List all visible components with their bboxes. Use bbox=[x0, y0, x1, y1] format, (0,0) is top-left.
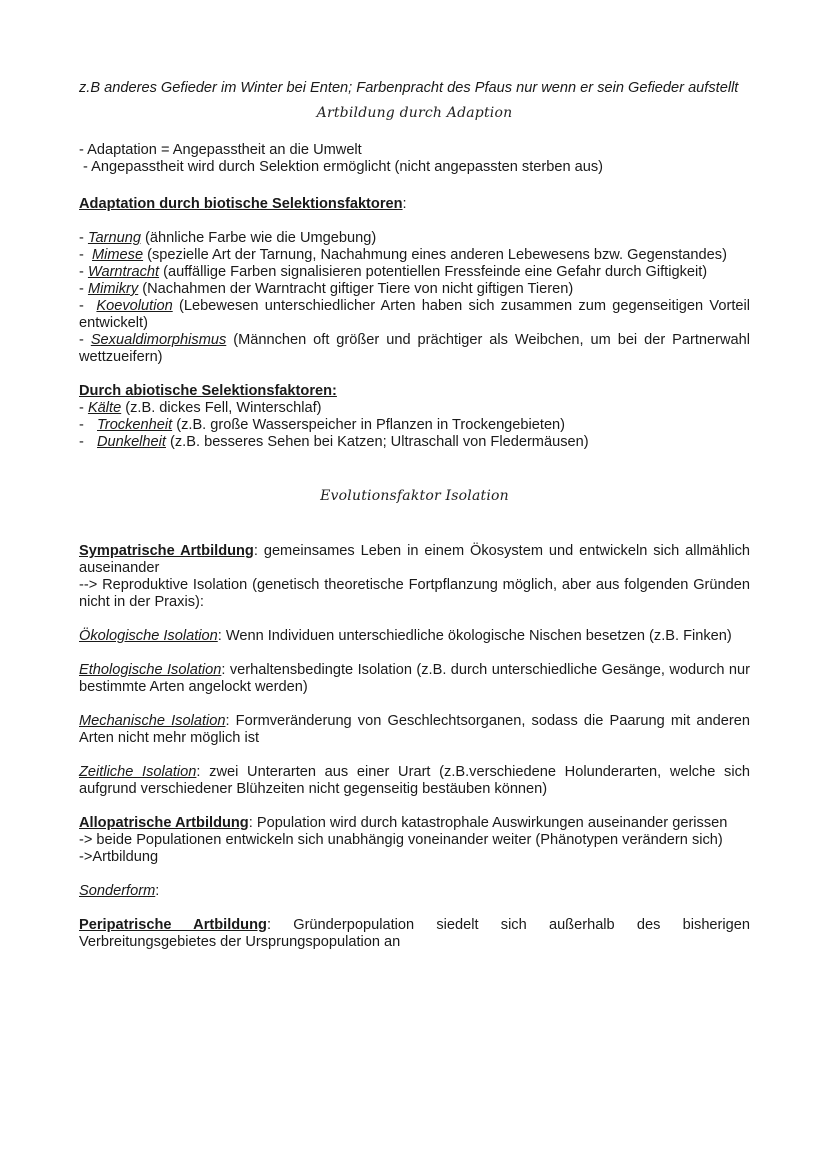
isolation-item bbox=[79, 764, 750, 798]
isolation-description: : Formveränderung von Geschlechtsorganen, sodass die Paarung mit anderen Arten nicht mehr möglich ist bbox=[79, 713, 750, 746]
term-trockenheit: Trockenheit bbox=[97, 417, 173, 433]
term-allopatric: Allopatrische Artbildung bbox=[79, 815, 249, 831]
sympatric-description: : gemeinsames Leben in einem Ökosystem und entwickeln sich allmählich auseinander bbox=[79, 543, 750, 576]
isolation-item bbox=[79, 713, 750, 747]
list-item bbox=[79, 230, 750, 247]
term-mimikry: Mimikry bbox=[87, 281, 139, 297]
list-item bbox=[79, 434, 750, 451]
intro-text: z.B anderes Gefieder im Winter bei Enten; Farbenpracht des Pfaus nur wenn er sein Gefieder aufstellt bbox=[79, 80, 739, 96]
list-dash: - bbox=[79, 332, 84, 348]
list-item bbox=[79, 281, 750, 298]
isolation-description: : verhaltensbedingte Isolation (z.B. durch unterschiedliche Gesänge, wodurch nur bestimmte Arten angelockt werden) bbox=[79, 662, 750, 695]
term-description: (z.B. dickes Fell, Winterschlaf) bbox=[121, 400, 322, 416]
term-ethologische-isolation: Ethologische Isolation bbox=[79, 662, 222, 678]
term-description: (Lebewesen unterschiedlicher Arten haben sich zusammen zum gegenseitigen Vorteil entwickelt) bbox=[79, 298, 750, 331]
term-description: (spezielle Art der Tarnung, Nachahmung eines anderen Lebewesens bzw. Gegenstandes) bbox=[143, 247, 727, 263]
list-item bbox=[79, 298, 750, 332]
list-dash: - bbox=[79, 230, 84, 246]
term-description: (Nachahmen der Warntracht giftiger Tiere von nicht giftigen Tieren) bbox=[138, 281, 574, 297]
definition-line-2: - Angepasstheit wird durch Selektion ermöglicht (nicht angepassten sterben aus) bbox=[79, 159, 604, 175]
list-dash: - bbox=[79, 434, 84, 450]
list-dash: - bbox=[79, 298, 84, 314]
term-oekologische-isolation: Ökologische Isolation bbox=[79, 628, 218, 644]
term-description: (Männchen oft größer und prächtiger als Weibchen, um bei der Partnerwahl wettzueifern) bbox=[79, 332, 750, 365]
definition-line-1: - Adaptation = Angepasstheit an die Umwelt bbox=[79, 142, 362, 158]
special-form-colon: : bbox=[155, 883, 160, 899]
section-title-adaption: Artbildung durch Adaption bbox=[316, 105, 513, 121]
abiotic-list bbox=[79, 400, 750, 451]
isolation-item bbox=[79, 662, 750, 696]
term-tarnung: Tarnung bbox=[87, 230, 141, 246]
allopatric-line-2: -> beide Populationen entwickeln sich unabhängig voneinander weiter (Phänotypen verändern sich) bbox=[79, 832, 723, 848]
list-item bbox=[79, 332, 750, 366]
biotic-heading-colon: : bbox=[402, 196, 407, 212]
peripatric-description: : Gründerpopulation siedelt sich außerhalb des bisherigen Verbreitungsgebietes der Ursprungspopulation an bbox=[79, 917, 751, 950]
term-description: (z.B. große Wasserspeicher in Pflanzen in Trockengebieten) bbox=[172, 417, 566, 433]
term-sympatric: Sympatrische Artbildung bbox=[79, 543, 254, 559]
list-item bbox=[79, 417, 750, 434]
term-description: (z.B. besseres Sehen bei Katzen; Ultraschall von Fledermäusen) bbox=[165, 434, 589, 450]
list-item bbox=[79, 247, 750, 264]
biotic-list bbox=[79, 230, 750, 366]
list-dash: - bbox=[79, 247, 84, 263]
sympatric-block bbox=[79, 543, 750, 611]
term-mimese: Mimese bbox=[91, 247, 144, 263]
document-page bbox=[79, 80, 750, 951]
term-peripatric: Peripatrische Artbildung bbox=[79, 917, 267, 933]
peripatric-block bbox=[79, 917, 750, 951]
term-sexualdimorphismus: Sexualdimorphismus bbox=[90, 332, 227, 348]
term-warntracht: Warntracht bbox=[87, 264, 160, 280]
term-dunkelheit: Dunkelheit bbox=[97, 434, 166, 450]
reproductive-isolation-line: --> Reproduktive Isolation (genetisch theoretische Fortpflanzung möglich, aber aus folgenden Gründen nicht in der Praxis): bbox=[79, 577, 750, 610]
list-item bbox=[79, 400, 750, 417]
special-form bbox=[79, 883, 750, 900]
term-description: (ähnliche Farbe wie die Umgebung) bbox=[140, 230, 377, 246]
biotic-heading bbox=[79, 196, 750, 213]
section-title-isolation: Evolutionsfaktor Isolation bbox=[320, 488, 509, 504]
adaptation-definition bbox=[79, 142, 750, 176]
list-dash: - bbox=[79, 281, 84, 297]
isolation-item bbox=[79, 628, 750, 645]
allopatric-description: : Population wird durch katastrophale Auswirkungen auseinander gerissen bbox=[248, 815, 728, 831]
list-dash: - bbox=[79, 264, 84, 280]
list-dash: - bbox=[79, 400, 84, 416]
biotic-heading-text: Adaptation durch biotische Selektionsfaktoren bbox=[79, 196, 403, 212]
list-item bbox=[79, 264, 750, 281]
special-form-label: Sonderform bbox=[79, 883, 156, 899]
abiotic-heading: Durch abiotische Selektionsfaktoren: bbox=[79, 383, 337, 399]
isolation-description: : zwei Unterarten aus einer Urart (z.B.verschiedene Holunderarten, welche sich aufgrund verschiedener Blühzeiten nicht gegenseitig bestäuben können) bbox=[79, 764, 750, 797]
term-description: (auffällige Farben signalisieren potentiellen Fressfeinde eine Gefahr durch Giftigkeit) bbox=[159, 264, 708, 280]
allopatric-line-3: ->Artbildung bbox=[79, 849, 159, 865]
term-mechanische-isolation: Mechanische Isolation bbox=[79, 713, 226, 729]
term-koevolution: Koevolution bbox=[96, 298, 173, 314]
term-kaelte: Kälte bbox=[87, 400, 122, 416]
term-zeitliche-isolation: Zeitliche Isolation bbox=[79, 764, 197, 780]
allopatric-block bbox=[79, 815, 750, 866]
isolation-description: : Wenn Individuen unterschiedliche ökologische Nischen besetzen (z.B. Finken) bbox=[217, 628, 732, 644]
list-dash: - bbox=[79, 417, 84, 433]
